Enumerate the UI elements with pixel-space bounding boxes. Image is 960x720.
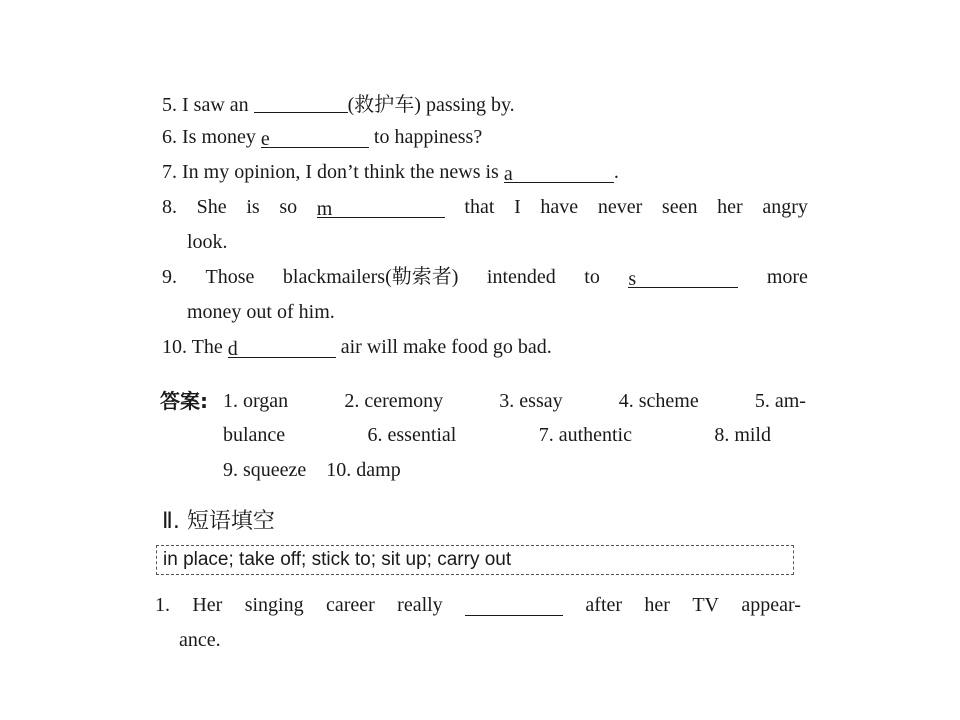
answer-blank[interactable]	[628, 267, 738, 288]
question-text: Is money	[182, 126, 261, 148]
question-word: really	[397, 594, 443, 616]
question-word: seen	[661, 196, 698, 218]
answers-line-3: 9. squeeze 10. damp	[223, 459, 401, 481]
answer-item: 5. am-	[754, 390, 806, 412]
question-9	[162, 265, 808, 289]
phrase-question-1-continuation: ance.	[179, 629, 221, 651]
answer-item: bulance	[223, 424, 286, 446]
question-number: 7.	[162, 161, 177, 183]
question-word: She	[196, 196, 227, 218]
blank-hint-letter: e	[260, 128, 270, 150]
question-word: appear-	[741, 594, 801, 616]
question-9-continuation: money out of him.	[187, 301, 335, 323]
question-word: I	[514, 196, 521, 218]
answers-line-1	[223, 389, 806, 413]
question-text: to happiness?	[368, 126, 483, 148]
question-text: .	[613, 161, 619, 183]
question-word: after	[585, 594, 623, 616]
phrase-bank-box	[156, 545, 794, 575]
blank-hint-letter: m	[316, 198, 333, 220]
question-word: so	[279, 196, 298, 218]
question-word: singing	[244, 594, 304, 616]
blank-hint-letter: a	[503, 163, 513, 185]
question-word: to	[584, 266, 600, 288]
question-text: air will make food go bad.	[335, 336, 552, 358]
question-word: Her	[192, 594, 223, 616]
question-8	[162, 195, 808, 219]
answers-line-2	[223, 423, 771, 447]
question-word: her	[717, 196, 743, 218]
question-word: her	[644, 594, 670, 616]
blank-hint-letter: d	[227, 338, 238, 360]
question-text: The	[191, 336, 228, 358]
question-number: 8.	[162, 196, 177, 218]
question-8-continuation: look.	[187, 231, 228, 253]
question-number: 6.	[162, 126, 177, 148]
phrase-question-1	[155, 593, 801, 617]
question-text: In my opinion, I don’t think the news is	[182, 161, 504, 183]
question-word: Those	[205, 266, 255, 288]
question-word: angry	[762, 196, 808, 218]
answer-item: 2. ceremony	[344, 390, 444, 412]
question-7	[162, 160, 619, 184]
question-word: more	[766, 266, 808, 288]
answer-item: 3. essay	[499, 390, 563, 412]
question-word: TV	[692, 594, 719, 616]
question-word: that	[464, 196, 495, 218]
section-title: Ⅱ. 短语填空	[162, 509, 275, 534]
question-6	[162, 125, 482, 149]
answer-label: 答案:	[160, 389, 208, 413]
question-text: I saw an	[182, 94, 254, 116]
answer-blank[interactable]	[261, 127, 369, 148]
question-word: blackmailers(勒索者)	[282, 266, 459, 288]
question-10	[162, 335, 552, 359]
question-5	[162, 90, 515, 117]
answer-item: 6. essential	[367, 424, 457, 446]
question-number: 1.	[155, 594, 170, 616]
answer-item: 8. mild	[714, 424, 771, 446]
blank-hint-letter: s	[628, 268, 637, 290]
question-word: is	[246, 196, 260, 218]
answer-blank[interactable]	[254, 92, 348, 113]
answer-item: 7. authentic	[538, 424, 632, 446]
answer-blank[interactable]	[317, 197, 445, 218]
answer-item: 4. scheme	[618, 390, 699, 412]
question-word: career	[325, 594, 375, 616]
question-number: 10.	[162, 336, 187, 358]
question-word: never	[597, 196, 643, 218]
answer-blank[interactable]	[465, 595, 563, 616]
question-word: have	[540, 196, 579, 218]
answer-blank[interactable]	[504, 162, 614, 183]
question-text: (救护车) passing by.	[347, 94, 515, 116]
question-number: 5.	[162, 94, 177, 116]
answer-blank[interactable]	[228, 337, 336, 358]
answer-item: 1. organ	[223, 390, 289, 412]
phrase-bank: in place; take off; stick to; sit up; carry out	[163, 549, 512, 570]
question-word: intended	[486, 266, 556, 288]
question-number: 9.	[162, 266, 177, 288]
